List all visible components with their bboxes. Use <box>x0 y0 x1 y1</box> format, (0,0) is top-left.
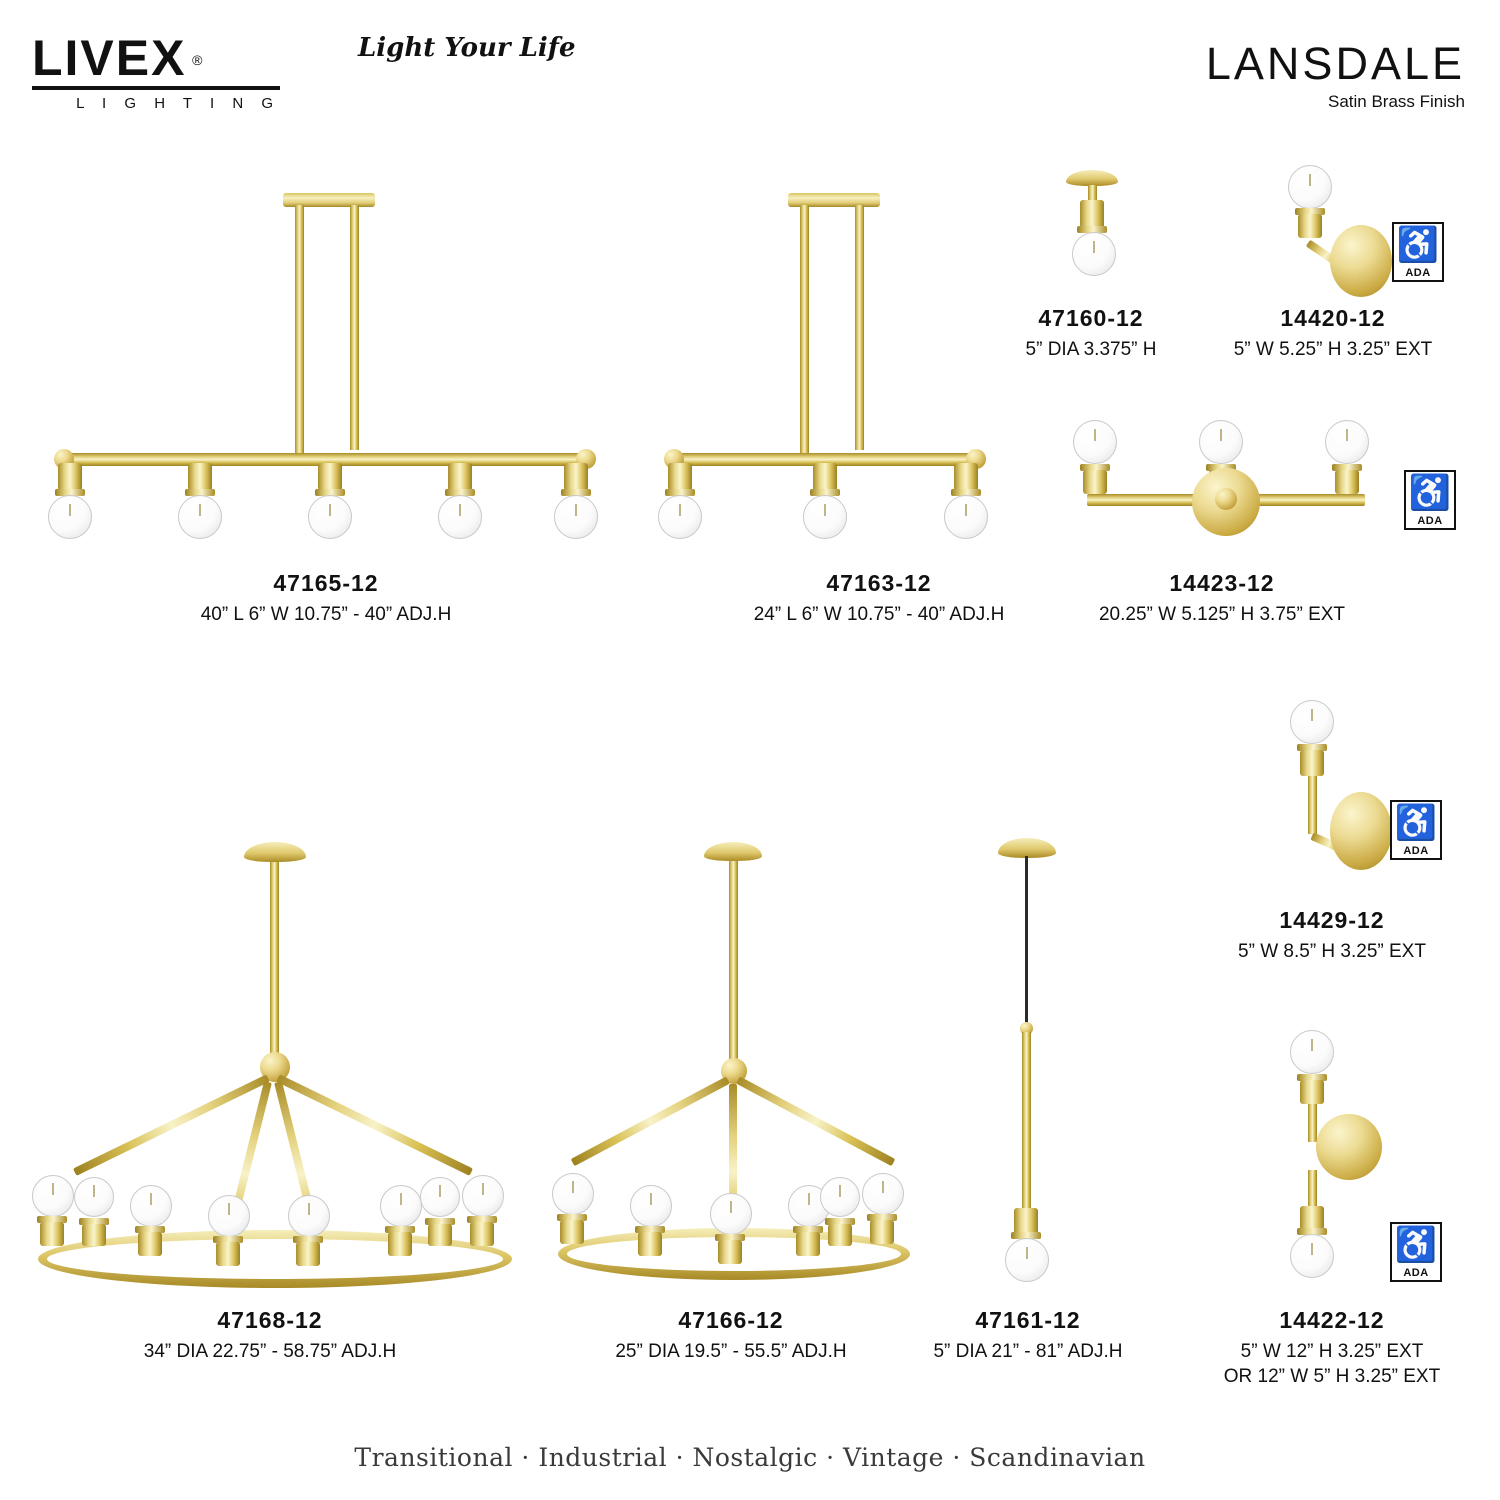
bulb <box>462 1175 504 1217</box>
bulb <box>208 1195 250 1237</box>
backplate <box>1316 1114 1382 1180</box>
sku-label: 14429-12 <box>1279 907 1385 933</box>
wheelchair-icon: ♿ <box>1396 226 1440 264</box>
canopy <box>1066 170 1118 186</box>
sku-label: 47160-12 <box>1038 305 1144 331</box>
backplate <box>1330 792 1392 870</box>
socket <box>718 1240 742 1264</box>
filament <box>572 1181 574 1193</box>
filament <box>228 1203 230 1215</box>
bulb <box>820 1177 860 1217</box>
dimensions-label: 40” L 6” W 10.75” - 40” ADJ.H <box>200 604 452 625</box>
collection-title: LANSDALE <box>1205 38 1465 89</box>
filament <box>1311 1039 1313 1051</box>
filament <box>965 504 967 516</box>
ada-label: ADA <box>1405 267 1431 279</box>
livex-logo <box>32 32 282 112</box>
socket <box>58 463 82 491</box>
canopy <box>998 838 1056 858</box>
socket <box>668 463 692 491</box>
stem <box>1088 185 1097 201</box>
filament <box>400 1193 402 1205</box>
bulb <box>380 1185 422 1227</box>
ada-label: ADA <box>1417 515 1443 527</box>
bulb <box>1073 420 1117 464</box>
caption-14422-12 <box>1072 1307 1500 1388</box>
dimensions-label: 5” DIA 21” - 81” ADJ.H <box>933 1341 1123 1362</box>
socket <box>388 1232 412 1256</box>
spoke <box>736 1076 895 1166</box>
bulb <box>803 495 847 539</box>
dimensions-label: 25” DIA 19.5” - 55.5” ADJ.H <box>615 1341 847 1362</box>
stem <box>270 862 279 1056</box>
socket <box>82 1224 106 1246</box>
bulb <box>420 1177 460 1217</box>
bulb <box>32 1175 74 1217</box>
filament <box>575 504 577 516</box>
bulb <box>1288 165 1332 209</box>
bulb <box>308 495 352 539</box>
socket <box>428 1224 452 1246</box>
stem-right <box>855 205 864 450</box>
filament <box>93 1185 95 1197</box>
bulb <box>74 1177 114 1217</box>
fixture-47166-12 <box>540 830 920 1300</box>
socket <box>296 1242 320 1266</box>
collection-finish: Satin Brass Finish <box>1328 92 1465 111</box>
bulb <box>130 1185 172 1227</box>
spoke <box>571 1076 730 1166</box>
wheelchair-icon: ♿ <box>1394 804 1438 842</box>
socket <box>138 1232 162 1256</box>
filament <box>439 1185 441 1197</box>
bulb <box>630 1185 672 1227</box>
dimensions-label: 5” DIA 3.375” H <box>1025 339 1157 360</box>
fixture-47160-12 <box>1026 170 1156 290</box>
filament <box>308 1203 310 1215</box>
filament <box>1311 709 1313 721</box>
caption-47168-12 <box>10 1307 530 1363</box>
fixture-47168-12 <box>20 830 520 1300</box>
fixture-47161-12 <box>968 830 1088 1290</box>
filament <box>824 504 826 516</box>
socket <box>954 463 978 491</box>
stem-right <box>350 205 359 450</box>
bulb <box>1199 420 1243 464</box>
ada-label: ADA <box>1403 845 1429 857</box>
filament <box>1346 429 1348 441</box>
bulb <box>1072 232 1116 276</box>
sku-label: 14420-12 <box>1280 305 1386 331</box>
stem-upper <box>1308 1104 1317 1142</box>
bulb <box>658 495 702 539</box>
sku-label: 14423-12 <box>1169 570 1275 596</box>
logo-wordmark-text: LIVEX <box>32 30 187 86</box>
dimensions-label: 20.25” W 5.125” H 3.75” EXT <box>1098 604 1346 625</box>
cord <box>1025 856 1028 1026</box>
caption-14423-12 <box>962 570 1482 626</box>
ada-badge <box>1392 222 1444 282</box>
filament <box>679 504 681 516</box>
stem-lower <box>1308 1170 1317 1208</box>
bulb <box>178 495 222 539</box>
stem <box>1308 776 1317 834</box>
dimensions-alt-label: OR 12” W 5” H 3.25” EXT <box>1223 1366 1441 1387</box>
filament <box>482 1183 484 1195</box>
fixture-47165-12 <box>40 185 610 565</box>
caption-14429-12 <box>1072 907 1500 963</box>
page-header <box>0 0 1500 140</box>
caption-14420-12 <box>1073 305 1500 361</box>
bulb <box>1290 700 1334 744</box>
sku-label: 14422-12 <box>1279 1307 1385 1333</box>
filament <box>329 504 331 516</box>
socket <box>448 463 472 491</box>
center-ball <box>1215 488 1237 510</box>
socket <box>1083 470 1107 494</box>
stem-left <box>295 205 304 455</box>
bulb <box>862 1173 904 1215</box>
fixture-14423-12 <box>1060 420 1390 560</box>
dimensions-label: 5” W 8.5” H 3.25” EXT <box>1238 941 1426 962</box>
socket <box>564 463 588 491</box>
logo-subtitle: L I G H T I N G <box>76 95 280 112</box>
socket <box>318 463 342 491</box>
filament <box>882 1181 884 1193</box>
bulb <box>944 495 988 539</box>
filament <box>650 1193 652 1205</box>
socket <box>828 1224 852 1246</box>
bulb <box>710 1193 752 1235</box>
sku-label: 47163-12 <box>826 570 932 596</box>
filament <box>1026 1247 1028 1259</box>
bulb-lower <box>1290 1234 1334 1278</box>
backplate <box>1330 225 1392 297</box>
sku-label: 47166-12 <box>678 1307 784 1333</box>
ada-label: ADA <box>1403 1267 1429 1279</box>
sku-label: 47161-12 <box>975 1307 1081 1333</box>
bulb <box>288 1195 330 1237</box>
stem <box>1022 1032 1031 1210</box>
bulb <box>554 495 598 539</box>
stem-left <box>800 205 809 455</box>
caption-47165-12 <box>66 570 586 626</box>
spoke <box>73 1074 270 1175</box>
ada-badge <box>1404 470 1456 530</box>
logo-divider <box>32 86 280 90</box>
socket <box>638 1232 662 1256</box>
filament <box>1220 429 1222 441</box>
socket <box>216 1242 240 1266</box>
dimensions-label: 5” W 5.25” H 3.25” EXT <box>1233 339 1433 360</box>
socket <box>796 1232 820 1256</box>
logo-wordmark <box>32 30 205 86</box>
dimensions-label: 34” DIA 22.75” - 58.75” ADJ.H <box>143 1341 397 1362</box>
bulb <box>1325 420 1369 464</box>
bulb <box>438 495 482 539</box>
sku-label: 47165-12 <box>273 570 379 596</box>
stem <box>729 861 738 1061</box>
spoke <box>276 1074 473 1175</box>
filament <box>1093 241 1095 253</box>
filament <box>808 1193 810 1205</box>
socket <box>1335 470 1359 494</box>
socket <box>1300 750 1324 776</box>
registered-trademark-icon: ® <box>192 52 205 68</box>
dimensions-label: 24” L 6” W 10.75” - 40” ADJ.H <box>753 604 1005 625</box>
canopy <box>244 842 306 862</box>
filament <box>1094 429 1096 441</box>
socket <box>1014 1208 1038 1234</box>
socket <box>188 463 212 491</box>
fixture-47163-12 <box>650 185 1000 565</box>
tagline: Light Your Life <box>358 33 576 63</box>
filament <box>730 1201 732 1213</box>
socket <box>813 463 837 491</box>
socket <box>40 1222 64 1246</box>
filament <box>69 504 71 516</box>
sku-label: 47168-12 <box>217 1307 323 1333</box>
filament <box>459 504 461 516</box>
socket <box>1298 214 1322 238</box>
filament <box>1309 174 1311 186</box>
socket <box>470 1222 494 1246</box>
bulb <box>1005 1238 1049 1282</box>
dimensions-label: 5” W 12” H 3.25” EXT <box>1240 1341 1424 1362</box>
socket <box>1300 1206 1324 1230</box>
bulb <box>552 1173 594 1215</box>
socket <box>870 1220 894 1244</box>
footer-styles: Transitional · Industrial · Nostalgic · Vintage · Scandinavian <box>354 1443 1146 1472</box>
canopy <box>704 842 762 861</box>
socket <box>560 1220 584 1244</box>
bulb <box>48 495 92 539</box>
wheelchair-icon: ♿ <box>1394 1226 1438 1264</box>
filament <box>839 1185 841 1197</box>
ada-badge <box>1390 800 1442 860</box>
wheelchair-icon: ♿ <box>1408 474 1452 512</box>
filament <box>199 504 201 516</box>
filament <box>52 1183 54 1195</box>
filament <box>1311 1243 1313 1255</box>
socket <box>1080 200 1104 228</box>
socket <box>1300 1080 1324 1104</box>
ada-badge <box>1390 1222 1442 1282</box>
filament <box>150 1193 152 1205</box>
bulb-upper <box>1290 1030 1334 1074</box>
